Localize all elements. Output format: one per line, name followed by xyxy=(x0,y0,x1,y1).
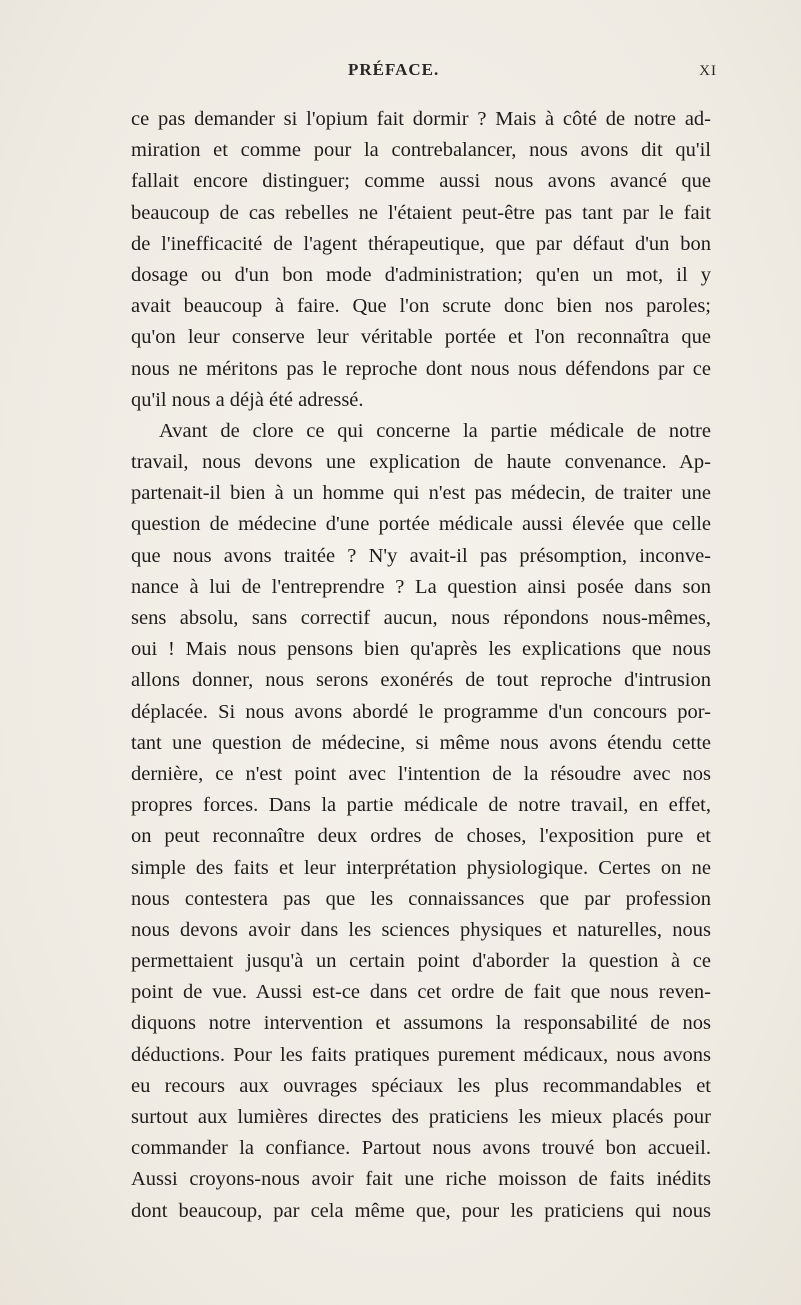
text-line: eu recours aux ouvrages spéciaux les plus recommandables et xyxy=(131,1074,711,1097)
text-line: dernière, ce n'est point avec l'intention de la résoudre avec nos xyxy=(131,762,711,785)
text-line: question de médecine d'une portée médicale aussi élevée que celle xyxy=(131,513,711,536)
text-line: sens absolu, sans correctif aucun, nous répondons nous-mêmes, xyxy=(131,607,711,629)
text-line: simple des faits et leur interprétation physiologique. Certes on ne xyxy=(131,856,711,879)
text-line: qu'il nous a déjà été adressé. xyxy=(131,388,364,411)
text-line: beaucoup de cas rebelles ne l'étaient peut-être pas tant par le fait xyxy=(131,201,711,224)
text-line: nous devons avoir dans les sciences physiques et naturelles, nous xyxy=(131,918,711,941)
text-line: on peut reconnaître deux ordres de choses, l'exposition pure et xyxy=(131,825,711,848)
text-line: déplacée. Si nous avons abordé le programme d'un concours por- xyxy=(131,700,711,723)
text-line: déductions. Pour les faits pratiques purement médicaux, nous avons xyxy=(131,1043,711,1066)
text-line: Avant de clore ce qui concerne la partie médicale de notre xyxy=(159,419,711,442)
text-line: partenait-il bien à un homme qui n'est pas médecin, de traiter une xyxy=(131,482,711,505)
text-line: miration et comme pour la contrebalancer, nous avons dit qu'il xyxy=(131,139,711,162)
text-line: que nous avons traitée ? N'y avait-il pas présomption, inconve- xyxy=(131,544,711,567)
text-line: propres forces. Dans la partie médicale de notre travail, en effet, xyxy=(131,794,711,817)
text-line: dont beaucoup, par cela même que, pour les praticiens qui nous xyxy=(131,1199,711,1222)
text-line: nous contestera pas que les connaissances que par profession xyxy=(131,887,711,910)
text-line: nous ne méritons pas le reproche dont nous nous défendons par ce xyxy=(131,357,711,380)
text-line: Aussi croyons-nous avoir fait une riche moisson de faits inédits xyxy=(131,1168,711,1191)
text-line: allons donner, nous serons exonérés de tout reproche d'intrusion xyxy=(131,669,711,692)
text-line: commander la confiance. Partout nous avons trouvé bon accueil. xyxy=(131,1137,711,1160)
text-line: tant une question de médecine, si même nous avons étendu cette xyxy=(131,731,711,754)
text-line: oui ! Mais nous pensons bien qu'après les explications que nous xyxy=(131,638,711,661)
text-line: fallait encore distinguer; comme aussi nous avons avancé que xyxy=(131,170,711,193)
text-line: point de vue. Aussi est-ce dans cet ordre de fait que nous reven- xyxy=(131,981,711,1004)
text-line: de l'inefficacité de l'agent thérapeutique, que par défaut d'un bon xyxy=(131,232,711,255)
text-line: qu'on leur conserve leur véritable portée et l'on reconnaîtra que xyxy=(131,326,711,349)
text-line: permettaient jusqu'à un certain point d'aborder la question à ce xyxy=(131,950,711,973)
text-line: surtout aux lumières directes des praticiens les mieux placés pour xyxy=(131,1106,711,1128)
text-line: ce pas demander si l'opium fait dormir ? Mais à côté de notre ad- xyxy=(131,108,711,130)
body-text xyxy=(131,104,711,1227)
running-title: PRÉFACE. xyxy=(348,60,440,79)
running-header xyxy=(130,60,717,90)
text-line: diquons notre intervention et assumons la responsabilité de nos xyxy=(131,1012,711,1035)
page-number: XI xyxy=(699,63,717,79)
text-line: travail, nous devons une explication de haute convenance. Ap- xyxy=(131,451,711,474)
text-line: avait beaucoup à faire. Que l'on scrute donc bien nos paroles; xyxy=(131,295,711,318)
text-line: nance à lui de l'entreprendre ? La question ainsi posée dans son xyxy=(131,575,711,598)
text-line: dosage ou d'un bon mode d'administration; qu'en un mot, il y xyxy=(131,263,711,286)
